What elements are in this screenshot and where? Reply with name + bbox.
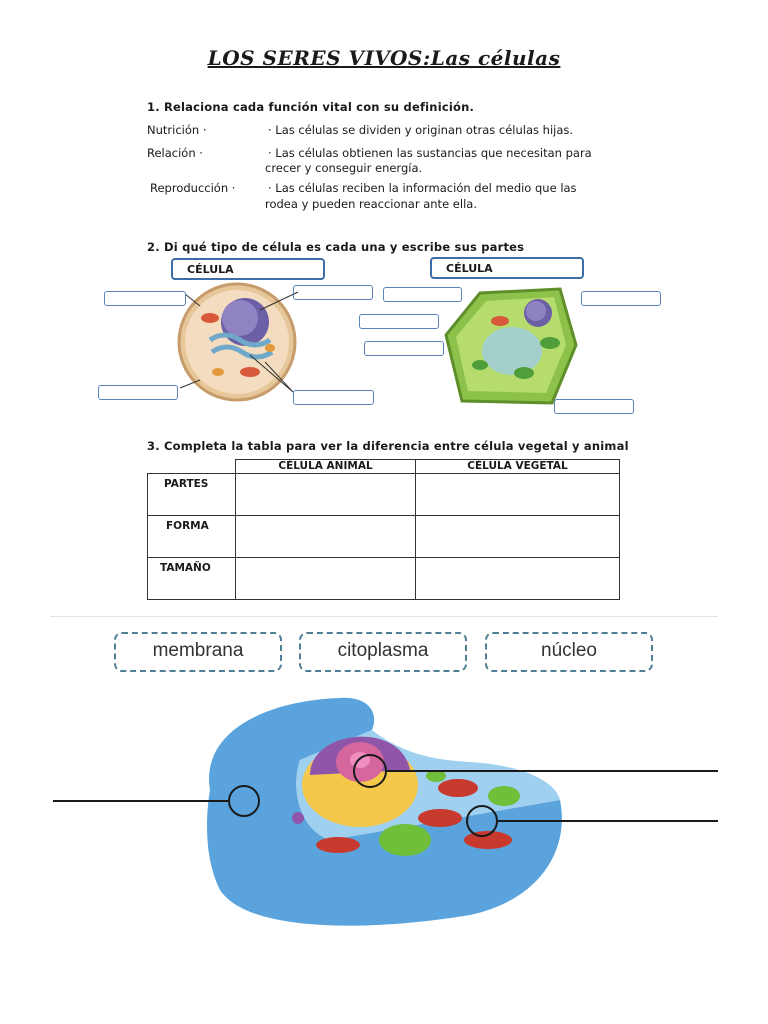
animal-cell-3d-illustration bbox=[0, 690, 768, 950]
definition-1[interactable]: · Las células se dividen y originan otras células hijas. bbox=[268, 123, 574, 137]
question-1-heading: 1. Relaciona cada función vital con su definición. bbox=[147, 100, 475, 114]
answer-cell[interactable] bbox=[236, 516, 416, 558]
plant-label-box-5[interactable] bbox=[554, 399, 634, 414]
row-header-partes: PARTES bbox=[148, 474, 236, 516]
term-nutricion[interactable]: Nutrición · bbox=[147, 123, 207, 137]
plant-label-box-3[interactable] bbox=[359, 314, 439, 329]
answer-cell[interactable] bbox=[236, 558, 416, 600]
animal-label-box-2[interactable] bbox=[293, 285, 373, 300]
term-relacion[interactable]: Relación · bbox=[147, 146, 203, 160]
answer-cell[interactable] bbox=[416, 516, 620, 558]
table-corner bbox=[148, 460, 236, 474]
plant-label-box-1[interactable] bbox=[383, 287, 462, 302]
divider bbox=[50, 616, 718, 617]
answer-cell[interactable] bbox=[236, 474, 416, 516]
animal-label-box-4[interactable] bbox=[293, 390, 374, 405]
row-header-tamano: TAMAÑO bbox=[148, 558, 236, 600]
question-2-heading: 2. Di qué tipo de célula es cada una y escribe sus partes bbox=[147, 240, 525, 254]
plant-cell-drawing bbox=[440, 285, 580, 410]
question-3-heading: 3. Completa la tabla para ver la diferencia entre célula vegetal y animal bbox=[147, 439, 629, 453]
word-card-citoplasma[interactable]: citoplasma bbox=[299, 632, 467, 672]
column-header-vegetal: CÉLULA VEGETAL bbox=[416, 460, 620, 474]
animal-label-box-3[interactable] bbox=[98, 385, 178, 400]
definition-2[interactable]: · Las células obtienen las sustancias que necesitan para bbox=[268, 146, 592, 160]
plant-label-box-2[interactable] bbox=[581, 291, 661, 306]
column-header-animal: CÉLULA ANIMAL bbox=[236, 460, 416, 474]
term-reproduccion[interactable]: Reproducción · bbox=[150, 181, 236, 195]
definition-3[interactable]: · Las células reciben la información del medio que las bbox=[268, 181, 577, 195]
definition-2-cont: crecer y conseguir energía. bbox=[265, 161, 423, 175]
plant-label-box-4[interactable] bbox=[364, 341, 444, 356]
row-header-forma: FORMA bbox=[148, 516, 236, 558]
page-title: LOS SERES VIVOS:Las células bbox=[207, 46, 561, 70]
animal-label-box-1[interactable] bbox=[104, 291, 186, 306]
definition-3-cont: rodea y pueden reaccionar ante ella. bbox=[265, 197, 477, 211]
cell-type-box-left[interactable]: CÉLULA bbox=[171, 258, 325, 280]
word-card-nucleo[interactable]: núcleo bbox=[485, 632, 653, 672]
word-card-membrana[interactable]: membrana bbox=[114, 632, 282, 672]
answer-cell[interactable] bbox=[416, 558, 620, 600]
comparison-table bbox=[147, 459, 620, 600]
cell-type-box-right[interactable]: CÉLULA bbox=[430, 257, 584, 279]
answer-cell[interactable] bbox=[416, 474, 620, 516]
